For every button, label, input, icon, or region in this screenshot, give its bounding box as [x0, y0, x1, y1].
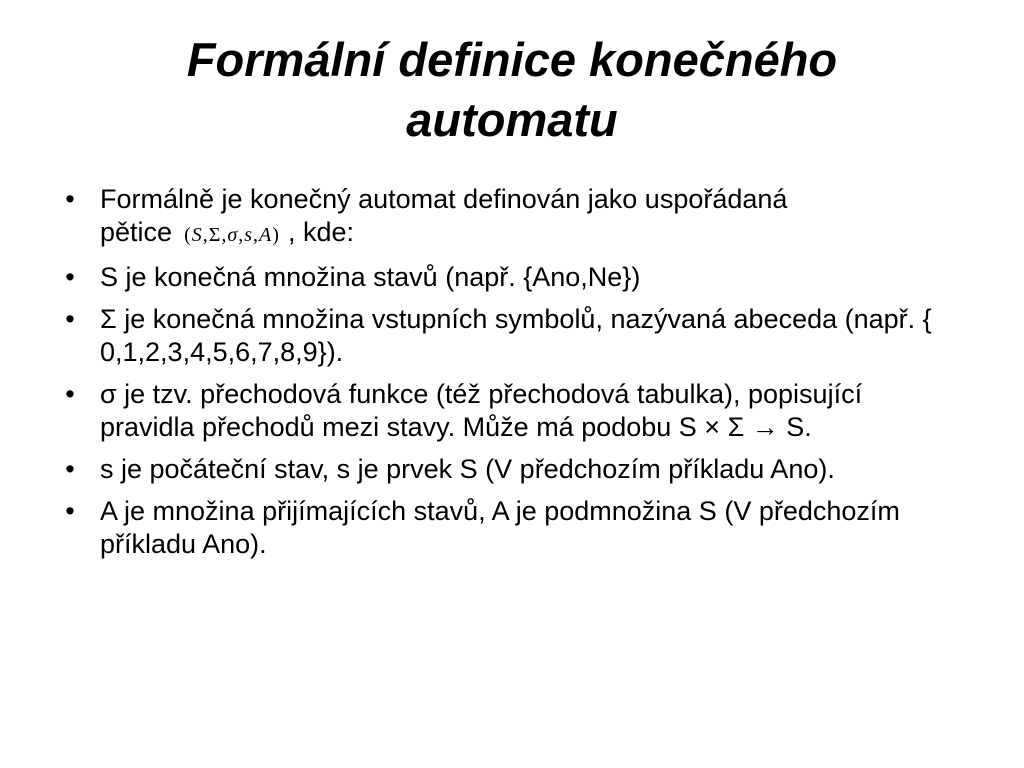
- formula-Sigma: Σ: [208, 224, 222, 246]
- bullet-marker: •: [65, 304, 75, 334]
- formula-comma: ,: [253, 224, 260, 246]
- bullet-marker: •: [65, 262, 75, 292]
- bullet-item-5: [60, 453, 960, 486]
- title-line-1: Formální definice konečného: [186, 33, 838, 86]
- formula-S: S: [191, 224, 203, 246]
- formula-A: A: [259, 224, 273, 246]
- bullet-item-6: [60, 495, 960, 561]
- bullet-text: A je množina přijímajících stavů, A je podmnožina S (V předchozím příkladu Ano).: [100, 496, 900, 559]
- bullet-marker: •: [65, 379, 75, 409]
- bullet-item-1: [60, 183, 960, 252]
- bullet-item-3: [60, 303, 960, 369]
- formula-open-paren: (: [184, 224, 192, 246]
- bullet-text: σ je tzv. přechodová funkce (též přechodová tabulka), popisující pravidla přechodů mezi stavy. Může má podobu S × Σ → S.: [100, 379, 863, 442]
- bullet-item-2: [60, 261, 960, 294]
- bullet-text: Σ je konečná množina vstupních symbolů, nazývaná abeceda (např. { 0,1,2,3,4,5,6,7,8,9}).: [100, 304, 932, 367]
- formula-comma: ,: [202, 224, 209, 246]
- tuple-formula: [184, 224, 280, 246]
- formula-comma: ,: [221, 224, 228, 246]
- formula-comma: ,: [238, 224, 245, 246]
- bullet-text: s je počáteční stav, s je prvek S (V předchozím příkladu Ano).: [100, 454, 835, 484]
- title-line-2: automatu: [406, 93, 618, 146]
- bullet-marker: •: [65, 496, 75, 526]
- bullet-item-4: [60, 378, 960, 444]
- formula-sigma: σ: [227, 224, 239, 246]
- bullet-text: S je konečná množina stavů (např. {Ano,Ne}): [100, 262, 641, 292]
- bullet-marker: •: [65, 454, 75, 484]
- bullet-text-suffix: , kde:: [287, 217, 354, 247]
- bullet-marker: •: [65, 184, 75, 214]
- bullet-list: [60, 183, 960, 570]
- formula-s: s: [244, 224, 254, 246]
- formula-close-paren: ): [272, 224, 280, 246]
- slide-title: [60, 30, 964, 150]
- bullet-text: Formálně je konečný automat definován jako uspořádaná pětice: [100, 184, 788, 247]
